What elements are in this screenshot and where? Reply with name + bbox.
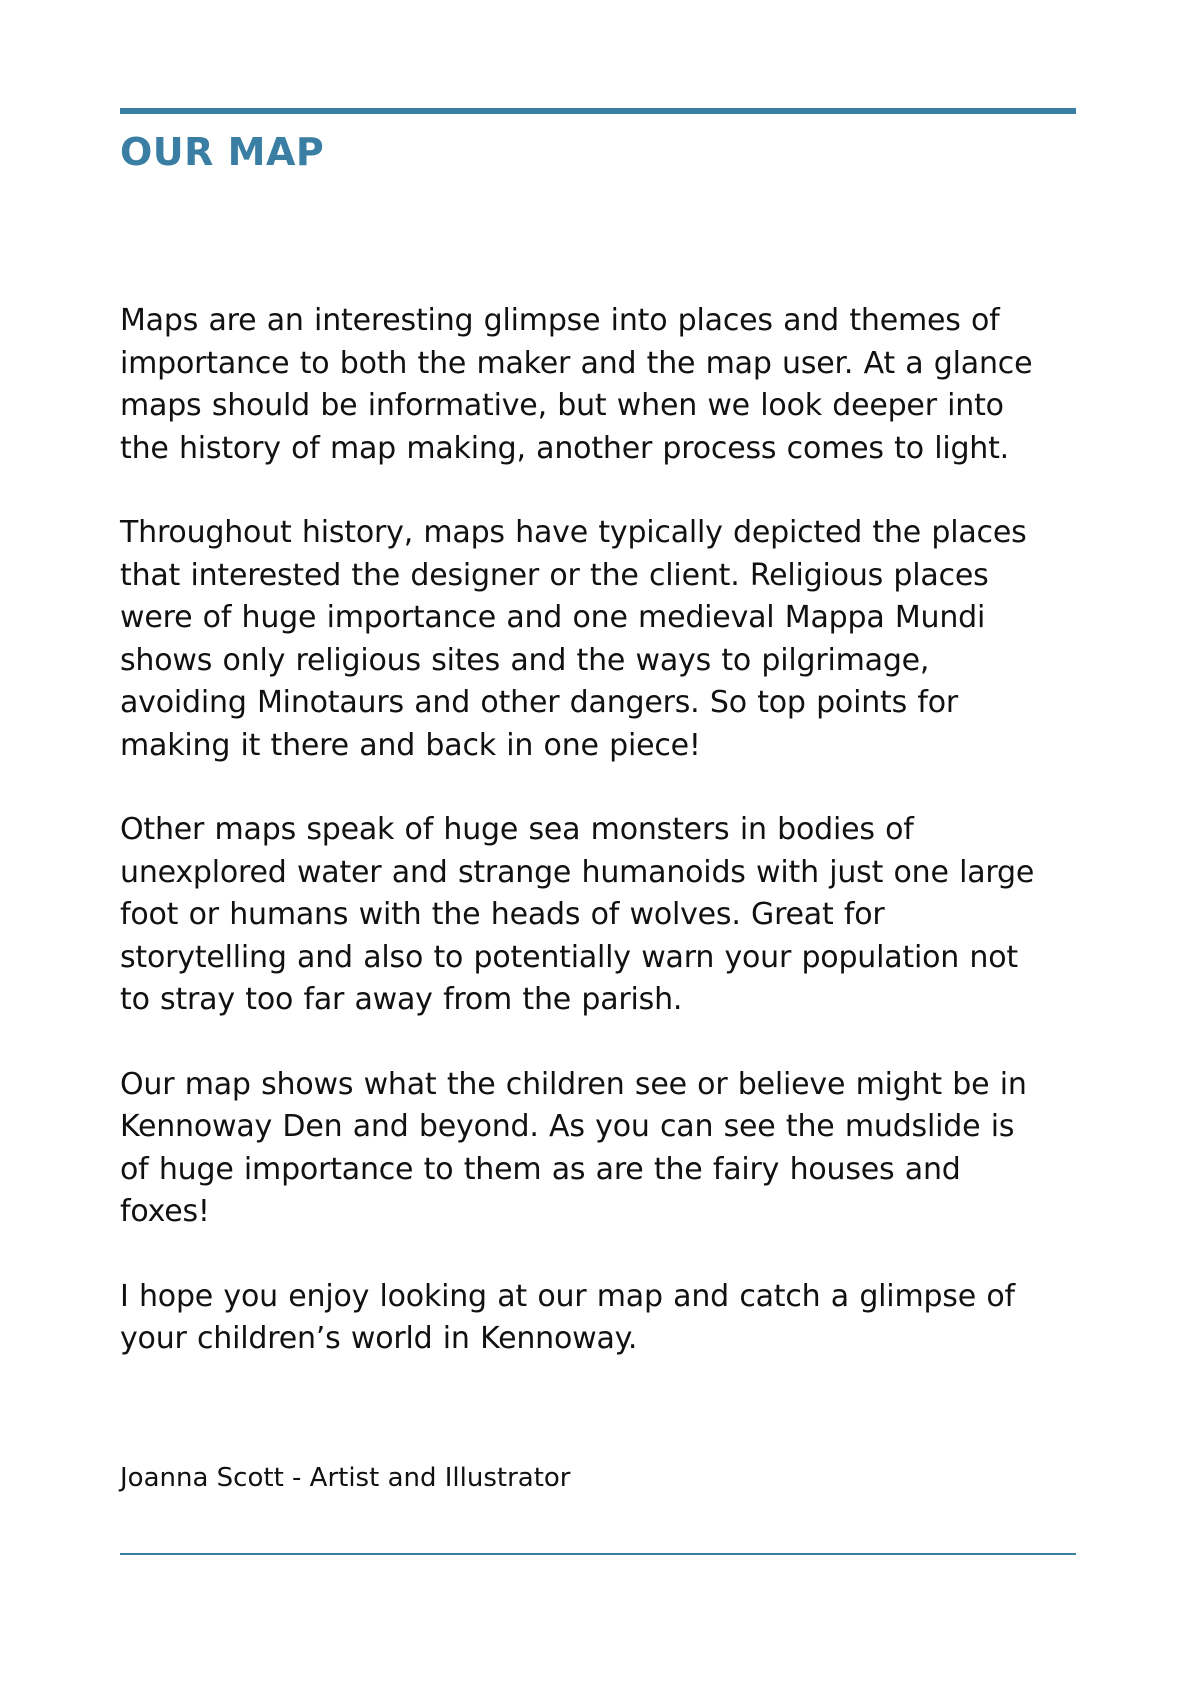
text-line: importance to both the maker and the map user. At a glance [120, 345, 1033, 381]
text-line: Throughout history, maps have typically depicted the places [120, 515, 1027, 550]
paragraph [120, 300, 1080, 470]
top-divider [120, 108, 1076, 114]
bottom-divider [120, 1553, 1076, 1555]
author-signature: Joanna Scott - Artist and Illustrator [120, 1463, 571, 1493]
text-line: your children’s world in Kennoway. [120, 1321, 638, 1356]
paragraph [120, 1276, 1080, 1361]
text-line: were of huge importance and one medieval Mappa Mundi [120, 600, 986, 635]
text-line: avoiding Minotaurs and other dangers. So top points for [120, 685, 959, 720]
text-line: that interested the designer or the client. Religious places [120, 557, 989, 593]
paragraph [120, 809, 1080, 1022]
body-text [120, 300, 1080, 1403]
text-line: I hope you enjoy looking at our map and catch a glimpse of [120, 1278, 1015, 1314]
text-line: Our map shows what the children see or believe might be in [120, 1066, 1027, 1102]
text-line: Maps are an interesting glimpse into places and themes of [120, 303, 1000, 338]
text-line: making it there and back in one piece! [120, 727, 701, 763]
page-title: OUR MAP [120, 130, 325, 174]
text-line: of huge importance to them as are the fairy houses and [120, 1151, 961, 1187]
text-line: the history of map making, another process comes to light. [120, 430, 1010, 466]
text-line: foot or humans with the heads of wolves. Great for [120, 897, 885, 932]
paragraph [120, 512, 1080, 767]
text-line: storytelling and also to potentially warn your population not [120, 939, 1018, 975]
text-line: unexplored water and strange humanoids with just one large [120, 854, 1035, 890]
text-line: Other maps speak of huge sea monsters in bodies of [120, 812, 914, 847]
text-line: to stray too far away from the parish. [120, 982, 683, 1017]
text-line: shows only religious sites and the ways to pilgrimage, [120, 642, 930, 678]
text-line: maps should be informative, but when we look deeper into [120, 388, 1004, 423]
paragraph [120, 1064, 1080, 1234]
text-line: foxes! [120, 1194, 210, 1229]
text-line: Kennoway Den and beyond. As you can see the mudslide is [120, 1109, 1015, 1144]
